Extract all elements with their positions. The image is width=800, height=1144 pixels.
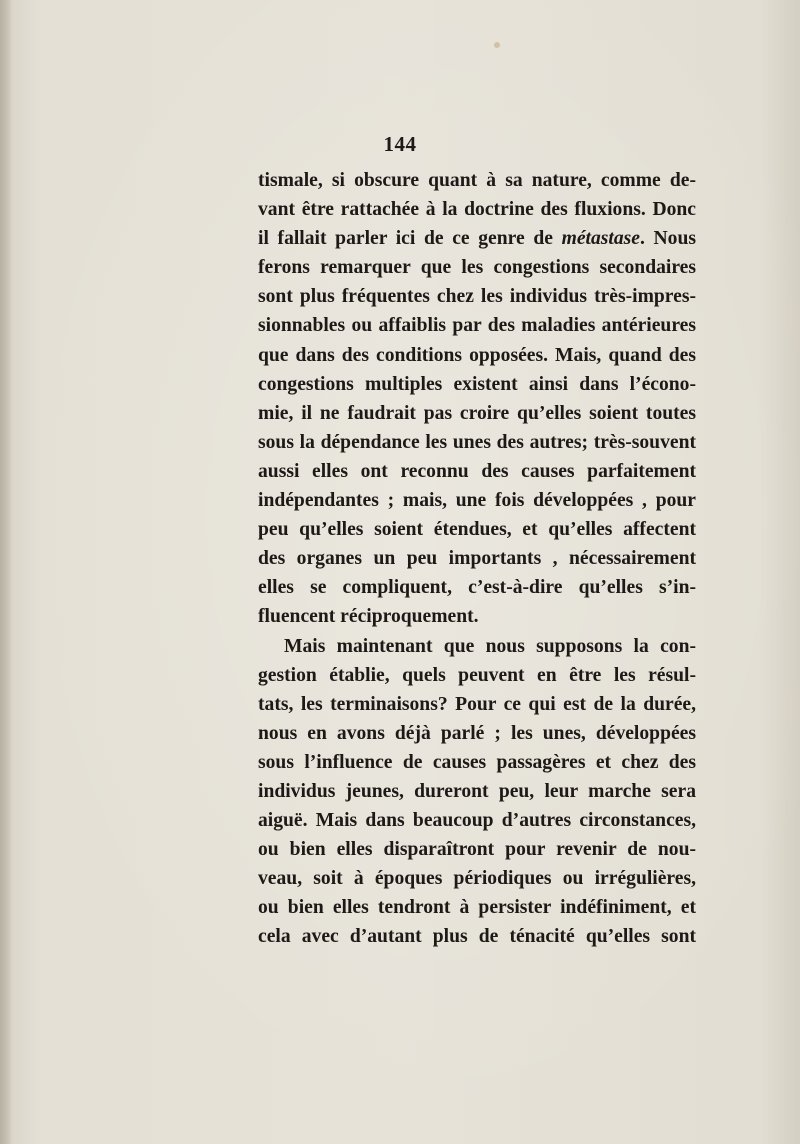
text-line: tismale, si obscure quant à sa nature, comme de- — [258, 170, 696, 191]
text-line: sous l’influence de causes passagères et chez des — [258, 751, 696, 773]
text-line: congestions multiples existent ainsi dans l’écono- — [258, 373, 696, 395]
text-line: fluencent réciproquement. — [258, 606, 479, 628]
text-line: mie, il ne faudrait pas croire qu’elles soient toutes — [258, 402, 696, 424]
text-line: ou bien elles disparaîtront pour revenir de nou- — [258, 839, 696, 861]
text-line: cela avec d’autant plus de ténacité qu’elles sont — [258, 926, 696, 948]
text-line: nous en avons déjà parlé ; les unes, développées — [258, 722, 696, 744]
text-line: peu qu’elles soient étendues, et qu’elles affectent — [258, 519, 696, 541]
text-line: des organes un peu importants , nécessairement — [258, 548, 696, 570]
text-line: elles se compliquent, c’est-à-dire qu’elles s’in- — [258, 577, 696, 599]
text-line: gestion établie, quels peuvent en être les résul- — [258, 664, 696, 686]
text-line — [258, 224, 696, 253]
text-line: sous la dépendance les unes des autres; très-souvent — [258, 431, 696, 453]
text-line-start: il fallait parler ici de ce genre de — [258, 228, 562, 250]
italic-term: métastase — [561, 228, 640, 250]
text-line: tats, les terminaisons? Pour ce qui est de la durée, — [258, 693, 696, 715]
text-line: individus jeunes, dureront peu, leur marche sera — [258, 780, 696, 802]
text-line: aiguë. Mais dans beaucoup d’autres circonstances, — [258, 810, 696, 832]
text-line: que dans des conditions opposées. Mais, quand des — [258, 344, 696, 366]
text-line: sionnables ou affaiblis par des maladies antérieures — [258, 315, 696, 337]
paper-stain — [494, 42, 500, 48]
text-line: sont plus fréquentes chez les individus très-impres- — [258, 286, 696, 308]
text-line: vant être rattachée à la doctrine des fluxions. Donc — [258, 199, 696, 221]
text-line-end: . Nous — [639, 228, 696, 250]
text-line: ou bien elles tendront à persister indéfiniment, et — [258, 897, 696, 919]
text-line: veau, soit à époques périodiques ou irrégulières, — [258, 868, 696, 890]
page-edge-shadow — [0, 0, 12, 1144]
text-line: indépendantes ; mais, une fois développées , pour — [258, 490, 696, 512]
page-number: 144 — [383, 132, 417, 156]
paragraph-start-line: Mais maintenant que nous supposons la con- — [284, 635, 696, 657]
body-text — [258, 166, 696, 952]
text-line: ferons remarquer que les congestions secondaires — [258, 257, 696, 279]
text-line: aussi elles ont reconnu des causes parfaitement — [258, 460, 696, 482]
